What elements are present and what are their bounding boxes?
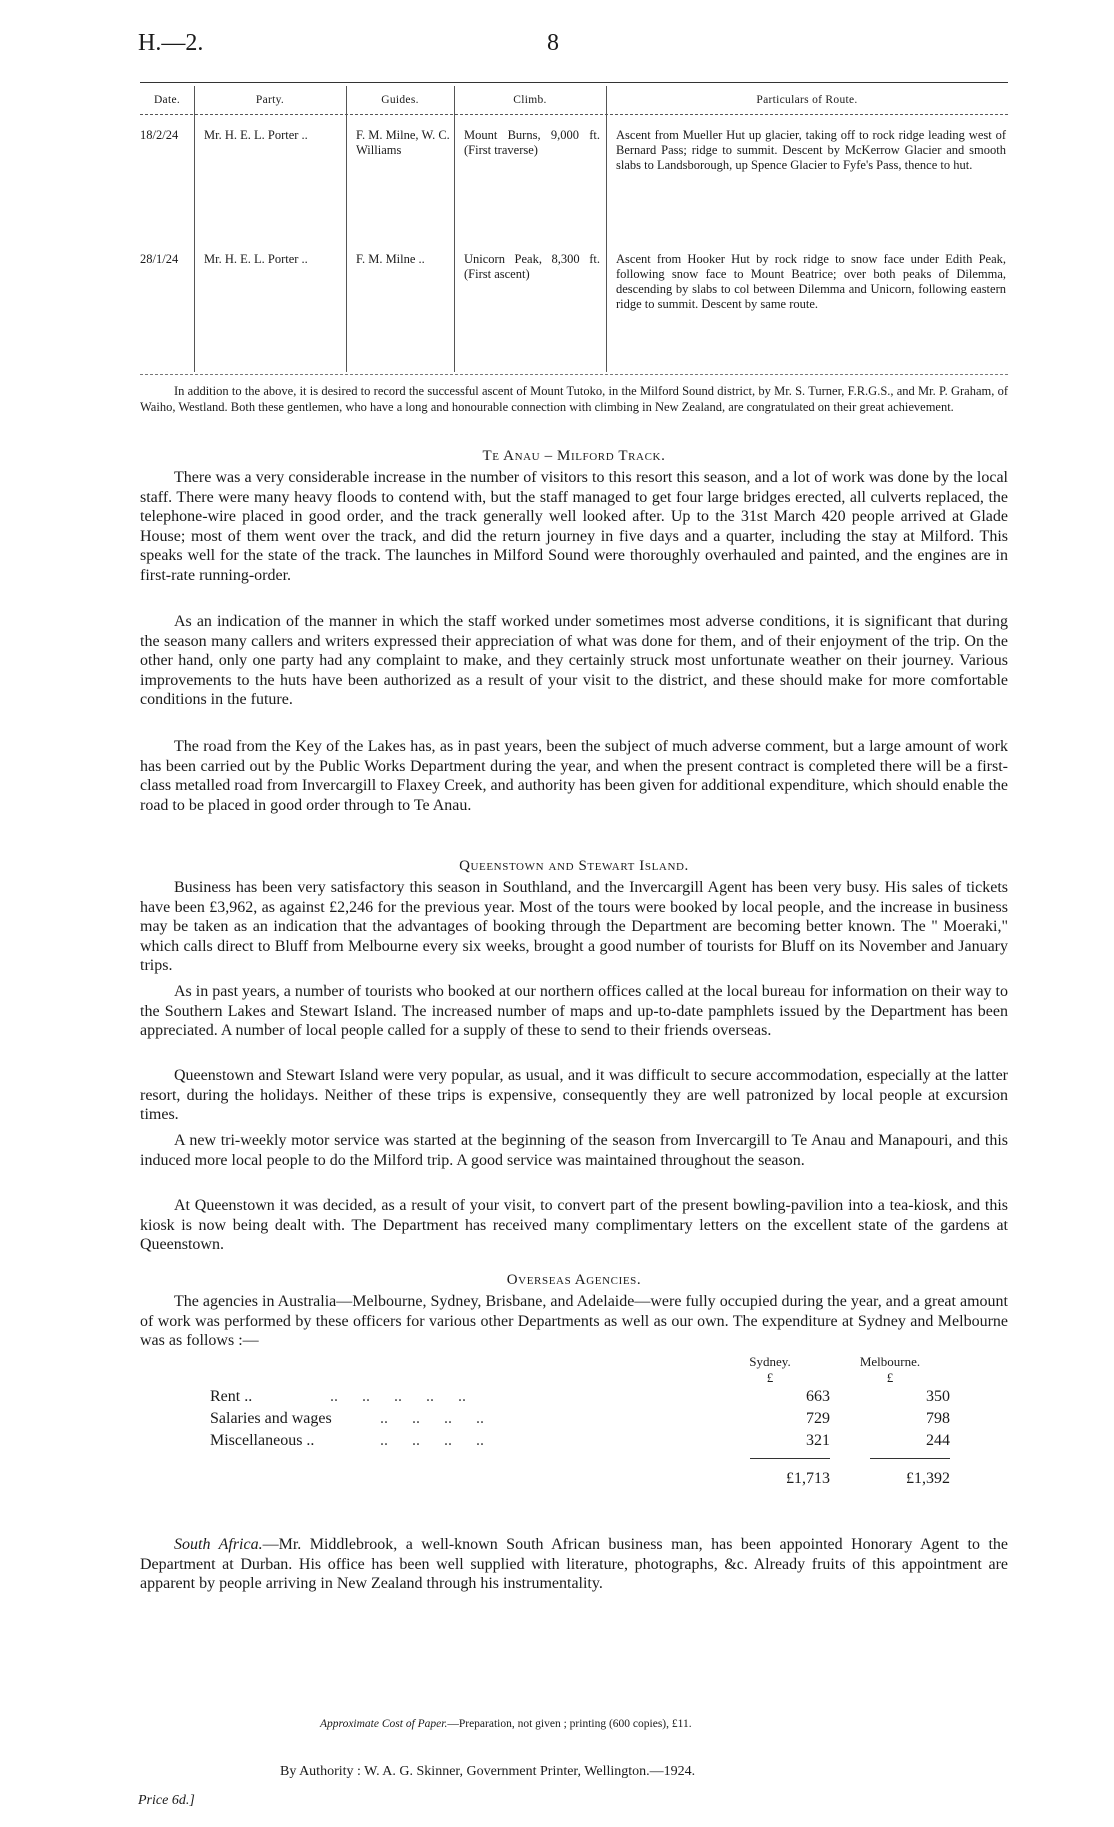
te-anau-paragraph-3: The road from the Key of the Lakes has, as in past years, been the subject of much adverse comment, but a large amount of work has been carried out by the Public Works Department during the year, and when the present contract is completed there will be a first-class metalled road from Invercargill to Flaxey Creek, and authority has been given for additional expenditure, which should enable the road to be placed in good order through to Te Anau.: [140, 738, 1008, 814]
melbourne-value: 244: [926, 1432, 950, 1449]
currency-sydney: £: [766, 1370, 774, 1385]
cost-of-paper: [320, 1718, 692, 1730]
south-africa-lead: South Africa.: [174, 1536, 263, 1553]
overseas-paragraph: The agencies in Australia—Melbourne, Sydney, Brisbane, and Adelaide—were fully occupied during the year, and a great amount of work was performed by these officers for various other Departments as well as our own. The expenditure at Sydney and Melbourne was as follows :—: [140, 1293, 1008, 1350]
table-row: [210, 1432, 950, 1454]
column-header-party: Party.: [255, 94, 285, 106]
melbourne-value: 350: [926, 1388, 950, 1405]
queenstown-paragraph-1: Business has been very satisfactory this season in Southland, and the Invercargill Agent has been very busy. His sales of tickets have been £3,962, as against £2,246 for the previous year. Most of the tours were booked by local people, and the increase in business may be taken as an indication that the advantages of booking through the Department are becoming better known. The " Moeraki," which calls direct to Bluff from Melbourne every six weeks, brought a good number of tourists for Bluff on its November and January trips.: [140, 879, 1008, 975]
column-divider: [606, 86, 607, 372]
expense-label: Salaries and wages: [210, 1410, 332, 1427]
column-header-melbourne: Melbourne.: [859, 1354, 921, 1369]
south-africa-text: —Mr. Middlebrook, a well-known South African business man, has been appointed Honorary Agent to the Department at Durban. His office has been well supplied with literature, photographs, &c. Already fruits of this appointment are apparent by people arriving in New Zealand through his instrumentality.: [140, 1536, 1008, 1593]
section-heading-te-anau: Te Anau – Milford Track.: [482, 448, 666, 464]
intro-note: In addition to the above, it is desired to record the successful ascent of Mount Tutoko, in the Milford Sound district, by Mr. S. Turner, F.R.G.S., and Mr. P. Graham, of Waiho, Westland. Both these gentlemen, who have a long and honourable connection with climbing in New Zealand, are congratulated on their great achievement.: [140, 384, 1008, 414]
south-africa-paragraph: [140, 1535, 1008, 1594]
cost-text: —Preparation, not given ; printing (600 copies), £11.: [447, 1718, 692, 1730]
expense-label: Miscellaneous ..: [210, 1432, 315, 1449]
leader-dots: .. .. .. ..: [380, 1432, 484, 1449]
leader-dots: .. .. .. ..: [380, 1410, 484, 1427]
page-number: 8: [547, 30, 559, 56]
melbourne-total: £1,392: [906, 1470, 950, 1487]
melbourne-value: 798: [926, 1410, 950, 1427]
sydney-total: £1,713: [786, 1470, 830, 1487]
table-row: [210, 1410, 950, 1432]
row1-party: Mr. H. E. L. Porter ..: [204, 128, 308, 142]
totals-row: [210, 1470, 950, 1492]
column-header-date: Date.: [153, 94, 181, 106]
row1-date: 18/2/24: [140, 128, 179, 142]
queenstown-paragraph-3: Queenstown and Stewart Island were very popular, as usual, and it was difficult to secure accommodation, especially at the latter resort, during the holidays. Neither of these trips is expensive, consequently they are well patronized by local people at excursion times.: [140, 1067, 1008, 1124]
table-top-rule: [140, 82, 1008, 83]
row2-guides: F. M. Milne ..: [356, 252, 425, 266]
price: Price 6d.]: [138, 1793, 195, 1808]
table-bottom-rule: [140, 374, 1008, 375]
row2-route: Ascent from Hooker Hut by rock ridge to snow face under Edith Peak, following snow face to Mount Beatrice; over both peaks of Dilemma, descending by slabs to col between Dilemma and Unicorn, following eastern ridge to summit. Descent by same route.: [616, 252, 1006, 311]
section-heading-queenstown: Queenstown and Stewart Island.: [459, 858, 689, 874]
column-header-route: Particulars of Route.: [756, 94, 858, 106]
queenstown-paragraph-5: At Queenstown it was decided, as a result of your visit, to convert part of the present bowling-pavilion into a tea-kiosk, and this kiosk is now being dealt with. The Department has received many complimentary letters on the excellent state of the gardens at Queenstown.: [140, 1197, 1008, 1254]
currency-melbourne: £: [886, 1370, 894, 1385]
row1-climb: Mount Burns, 9,000 ft. (First traverse): [464, 128, 600, 157]
queenstown-paragraph-2: As in past years, a number of tourists who booked at our northern offices called at the local bureau for information on their way to the Southern Lakes and Stewart Island. The increased number of maps and up-to-date pamphlets issued by the Department has been appreciated. A number of local people called for a supply of these to send to their friends overseas.: [140, 983, 1008, 1040]
queenstown-paragraph-4: A new tri-weekly motor service was started at the beginning of the season from Invercargill to Te Anau and Manapouri, and this induced more local people to do the Milford trip. A good service was maintained throughout the season.: [140, 1132, 1008, 1169]
total-rule-sydney: [750, 1458, 830, 1459]
section-heading-overseas: Overseas Agencies.: [506, 1272, 642, 1288]
te-anau-paragraph-1: There was a very considerable increase in the number of visitors to this resort this season, and a lot of work was done by the local staff. There were many heavy floods to contend with, but the staff managed to get four large bridges erected, all culverts replaced, the telephone-wire placed in good order, and the track generally well looked after. Up to the 31st March 420 people arrived at Glade House; most of them went over the track, and did the return journey in five days and a quarter, including the stay at Milford. This speaks well for the state of the track. The launches in Milford Sound were thoroughly overhauled and painted, and the engines are in first-rate running-order.: [140, 469, 1008, 584]
sydney-value: 663: [806, 1388, 830, 1405]
document-reference: H.—2.: [138, 30, 204, 56]
column-divider: [454, 86, 455, 372]
table-header-rule: [140, 114, 1008, 115]
te-anau-paragraph-2: As an indication of the manner in which the staff worked under sometimes most adverse conditions, it is significant that during the season many callers and writers expressed their appreciation of what was done for them, and of their enjoyment of the trip. On the other hand, only one party had any complaint to make, and they certainly struck most unfortunate weather on their journey. Various improvements to the huts have been authorized as a result of your visit to the district, and these should make for more comfortable conditions in the future.: [140, 613, 1008, 709]
row2-climb: Unicorn Peak, 8,300 ft. (First ascent): [464, 252, 600, 281]
sydney-value: 321: [806, 1432, 830, 1449]
leader-dots: .. .. .. .. ..: [330, 1388, 466, 1405]
row2-party: Mr. H. E. L. Porter ..: [204, 252, 308, 266]
column-header-guides: Guides.: [381, 94, 419, 106]
sydney-value: 729: [806, 1410, 830, 1427]
cost-label: Approximate Cost of Paper.: [320, 1718, 448, 1730]
table-row: [210, 1388, 950, 1410]
column-divider: [346, 86, 347, 372]
printer-authority: By Authority : W. A. G. Skinner, Government Printer, Wellington.—1924.: [280, 1764, 696, 1779]
column-header-climb: Climb.: [513, 94, 547, 106]
column-divider: [194, 86, 195, 372]
total-rule-melbourne: [870, 1458, 950, 1459]
row1-guides: F. M. Milne, W. C. Williams: [356, 128, 450, 157]
row1-route: Ascent from Mueller Hut up glacier, taking off to rock ridge leading west of Bernard Pass; ridge to summit. Descent by McKerrow Glacier and smooth slabs to Landsborough, up Spence Glacier to Fyfe's Pass, thence to hut.: [616, 128, 1006, 172]
expense-label: Rent ..: [210, 1388, 253, 1405]
column-header-sydney: Sydney.: [749, 1354, 791, 1369]
row2-date: 28/1/24: [140, 252, 179, 266]
